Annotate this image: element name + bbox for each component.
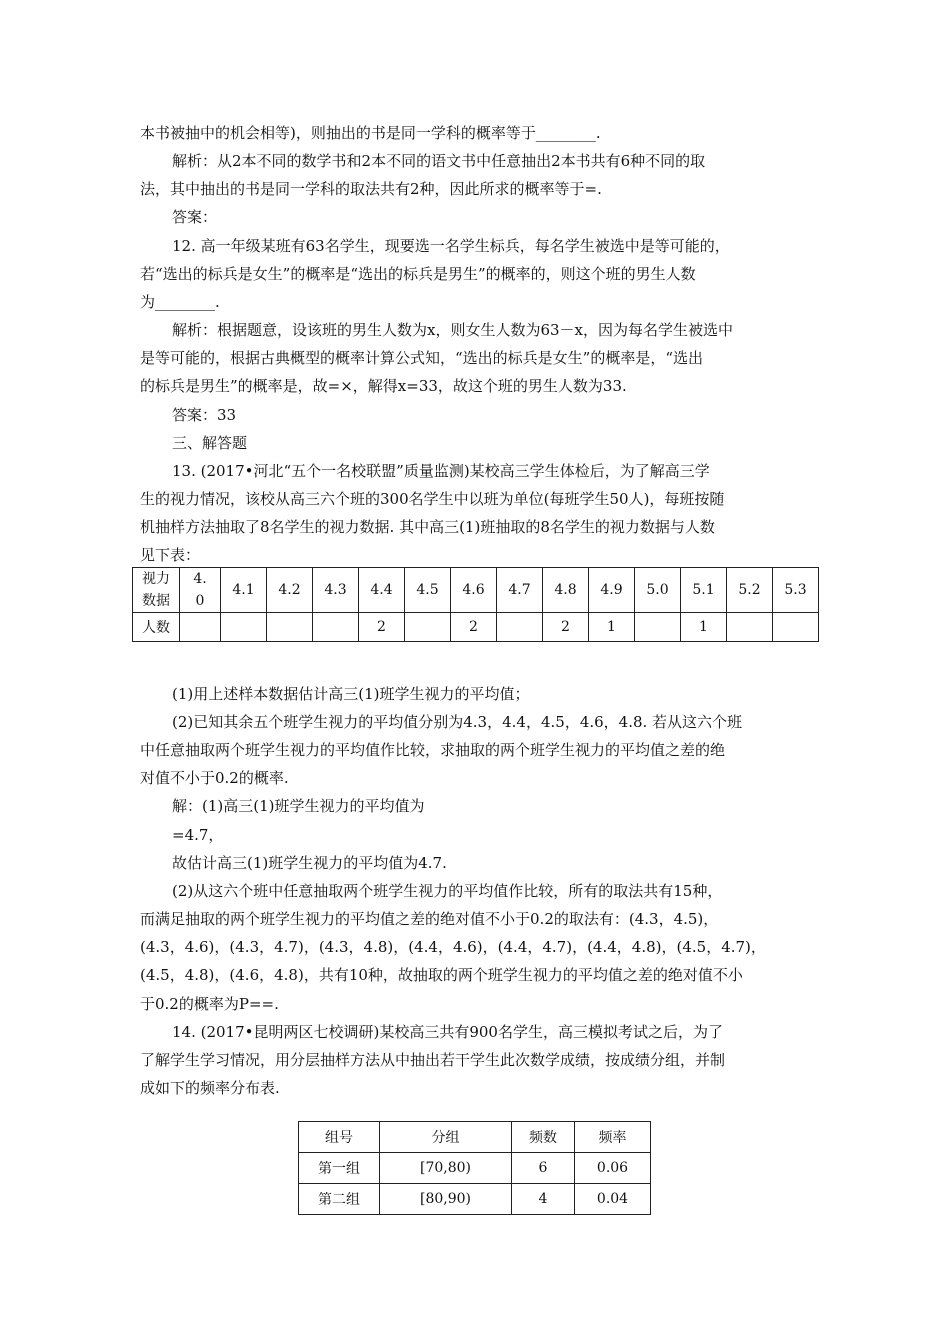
table-header-cell: 分组 (380, 1122, 512, 1153)
table-cell: 人数 (133, 613, 180, 642)
table-cell: 第一组 (299, 1153, 380, 1184)
frequency-distribution-table (298, 1121, 651, 1215)
text-line: 对值不小于0.2的概率. (140, 769, 289, 787)
table-header-cell: 4.8 (543, 568, 589, 613)
text-line: 答案：33 (172, 406, 237, 424)
table-cell: [70,80) (380, 1153, 512, 1184)
text-line: 14. (2017•昆明两区七校调研)某校高三共有900名学生，高三模拟考试之后，为了 (172, 1023, 723, 1041)
table-header-cell: 5.0 (635, 568, 681, 613)
table-header-cell: 视力 数据 (133, 568, 180, 613)
table-header-cell: 组号 (299, 1122, 380, 1153)
text-line: 故估计高三(1)班学生视力的平均值为4.7. (172, 854, 447, 872)
text-line: (4.3，4.6)，(4.3，4.7)，(4.3，4.8)，(4.4，4.6)，(4.4，4.7)，(4.4，4.8)，(4.5，4.7)， (140, 938, 766, 956)
table-header-cell: 4.3 (313, 568, 359, 613)
table-header-cell: 频率 (575, 1122, 651, 1153)
text-line: 中任意抽取两个班学生视力的平均值作比较，求抽取的两个班学生视力的平均值之差的绝 (140, 741, 726, 759)
table-cell (635, 613, 681, 642)
text-line: 而满足抽取的两个班学生视力的平均值之差的绝对值不小于0.2的取法有：(4.3，4.5)， (140, 910, 719, 928)
table-header-cell: 4.7 (497, 568, 543, 613)
table-cell (497, 613, 543, 642)
table-cell: 4 (512, 1184, 575, 1215)
text-line: 答案： (172, 208, 218, 226)
table-cell (405, 613, 451, 642)
text-line: 见下表： (140, 546, 201, 564)
table-header-cell: 4.4 (359, 568, 405, 613)
table-cell (221, 613, 267, 642)
table-header-cell: 4.2 (267, 568, 313, 613)
table-cell: [80,90) (380, 1184, 512, 1215)
table-cell (267, 613, 313, 642)
text-line: 于0.2的概率为P==. (140, 995, 279, 1013)
table-header-cell: 4.1 (221, 568, 267, 613)
table-cell (773, 613, 819, 642)
text-line: 解析：从2本不同的数学书和2本不同的语文书中任意抽出2本书共有6种不同的取 (172, 152, 706, 170)
text-line: 机抽样方法抽取了8名学生的视力数据. 其中高三(1)班抽取的8名学生的视力数据与人数 (140, 518, 715, 536)
text-line: 13. (2017•河北“五个一名校联盟”质量监测)某校高三学生体检后，为了解高三学 (172, 462, 710, 480)
table-header-cell: 频数 (512, 1122, 575, 1153)
table-cell: 6 (512, 1153, 575, 1184)
table-header-cell: 5.2 (727, 568, 773, 613)
text-line: 生的视力情况，该校从高三六个班的300名学生中以班为单位(每班学生50人)，每班按随 (140, 490, 725, 508)
table-cell: 0.04 (575, 1184, 651, 1215)
table-header-cell: 4.9 (589, 568, 635, 613)
table-cell (180, 613, 221, 642)
table-header-cell: 4.6 (451, 568, 497, 613)
table-cell: 0.06 (575, 1153, 651, 1184)
text-line: 本书被抽中的机会相等)，则抽出的书是同一学科的概率等于________. (140, 124, 601, 142)
text-line: (1)用上述样本数据估计高三(1)班学生视力的平均值； (172, 685, 530, 703)
text-line: 若“选出的标兵是女生”的概率是“选出的标兵是男生”的概率的，则这个班的男生人数 (140, 265, 696, 283)
vision-data-table (132, 567, 819, 642)
text-line: 了解学生学习情况，用分层抽样方法从中抽出若干学生此次数学成绩，按成绩分组，并制 (140, 1051, 726, 1069)
table-cell: 第二组 (299, 1184, 380, 1215)
text-line: =4.7， (172, 826, 224, 844)
table-cell (313, 613, 359, 642)
text-line: 是等可能的，根据古典概型的概率计算公式知，“选出的标兵是女生”的概率是，“选出 (140, 349, 704, 367)
table-cell: 2 (543, 613, 589, 642)
text-line: 成如下的频率分布表. (140, 1079, 280, 1097)
table-cell: 2 (451, 613, 497, 642)
table-cell (727, 613, 773, 642)
table-cell: 1 (589, 613, 635, 642)
text-line: 为________. (140, 293, 220, 311)
text-line: 12. 高一年级某班有63名学生，现要选一名学生标兵，每名学生被选中是等可能的， (172, 237, 730, 255)
table-cell: 1 (681, 613, 727, 642)
text-line: 三、解答题 (172, 434, 248, 452)
text-line: (4.5，4.8)，(4.6，4.8)，共有10种，故抽取的两个班学生视力的平均值之差的绝对值不小 (140, 966, 743, 984)
table-header-cell: 4. 0 (180, 568, 221, 613)
table-header-cell: 4.5 (405, 568, 451, 613)
text-line: (2)已知其余五个班学生视力的平均值分别为4.3，4.4，4.5，4.6，4.8. 若从这六个班 (172, 713, 743, 731)
text-line: 法，其中抽出的书是同一学科的取法共有2种，因此所求的概率等于=. (140, 180, 602, 198)
text-line: 解：(1)高三(1)班学生视力的平均值为 (172, 797, 425, 815)
text-line: 解析：根据题意，设该班的男生人数为x，则女生人数为63－x，因为每名学生被选中 (172, 321, 734, 339)
table-cell: 2 (359, 613, 405, 642)
text-line: (2)从这六个班中任意抽取两个班学生视力的平均值作比较，所有的取法共有15种， (172, 882, 723, 900)
table-header-cell: 5.1 (681, 568, 727, 613)
text-line: 的标兵是男生”的概率是，故=×，解得x=33，故这个班的男生人数为33. (140, 377, 627, 395)
table-header-cell: 5.3 (773, 568, 819, 613)
